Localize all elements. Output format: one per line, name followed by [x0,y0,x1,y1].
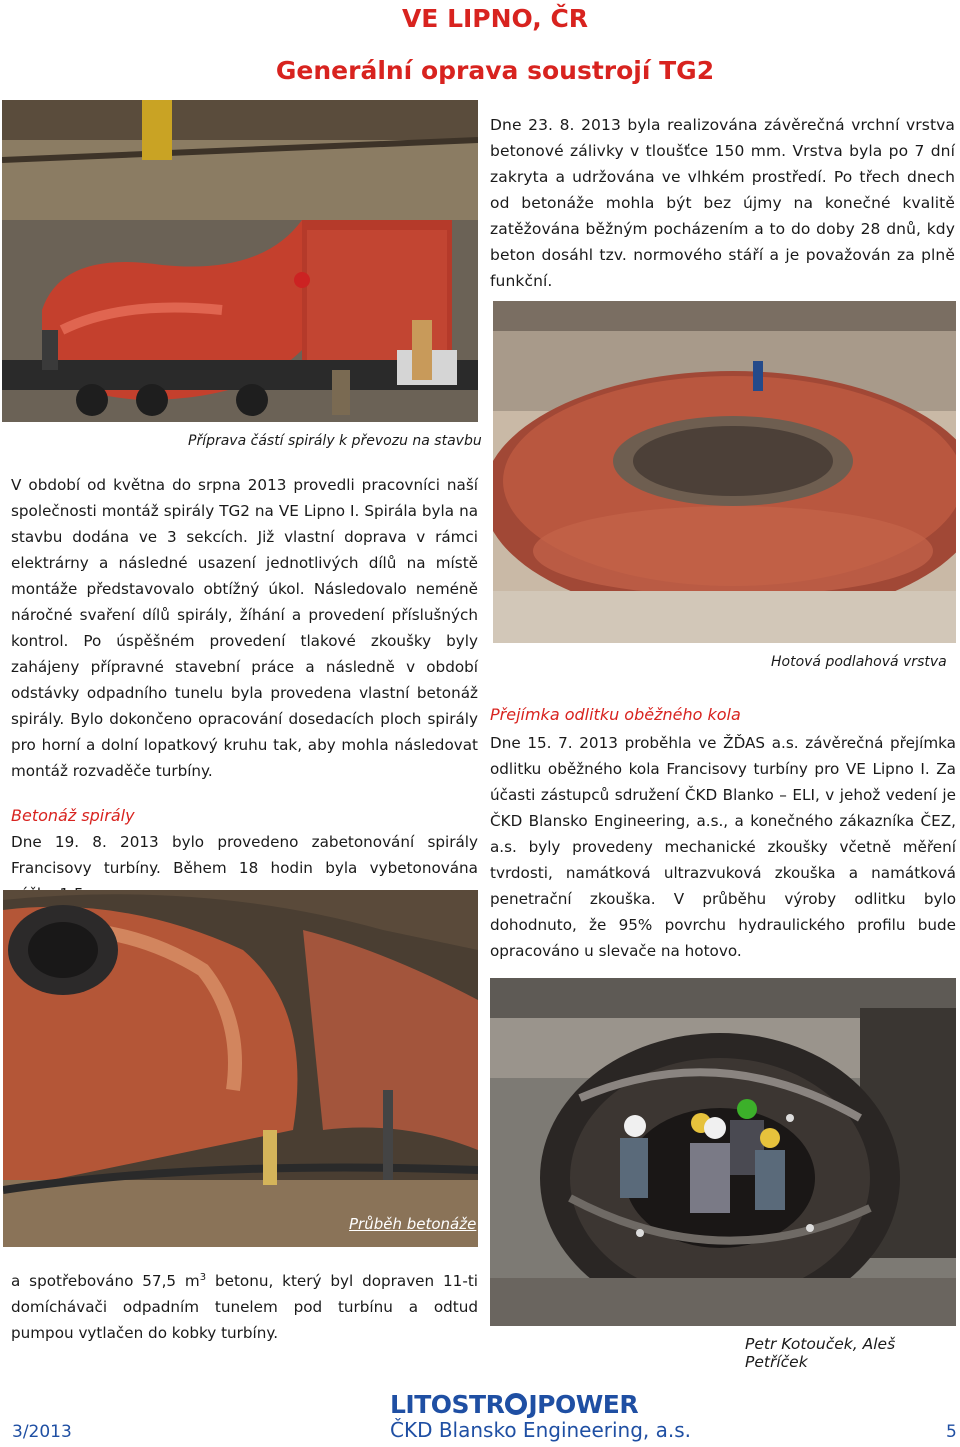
page-subtitle: Generální oprava soustrojí TG2 [275,56,715,85]
photo-floor-layer [493,301,956,643]
spiral-transport-image [2,100,478,422]
issue-number: 3/2013 [12,1422,72,1442]
text-concrete-continued-sup: 3 [199,1272,207,1283]
text-runner-acceptance: Dne 15. 7. 2013 proběhla ve ŽĎAS a.s. závěrečná přejímka odlitku oběžného kola Francisovy turbíny pro VE Lipno I. Za účasti zástupců sdružení ČKD Blanko – ELI, v jehož vedení je ČKD Blansko Engineering, a.s., a konečného zákazníka ČEZ, a.s. byly provedeny mechanické zkoušky včetně měření tvrdosti, namátková ultrazvuková zkouška a namátková penetrační zkouška. V průběhu výroby odlitku bylo dohodnuto, že 95% povrchu hydraulického profilu bude opracováno u slevače na hotovo. [490,734,956,960]
text-spiral-intro: V období od května do srpna 2013 provedli pracovníci naší společnosti montáž spirály TG2 na VE Lipno I. Spirála byla na stavbu dodána ve 3 sekcích. Již vlastní doprava v rámci elektrárny a následné usazení jednotlivých dílů na místě montáže představovalo obtížný úkol. Následovalo neméně náročné svaření dílů spirály, žíhání a provedení příslušných kontrol. Po úspěšném provedení tlakové zkoušky byly zahájeny přípravné stavební práce a následně v období odstávky odpadního tunelu byla provedena vlastní betonáž spirály. Bylo dokončeno opracování dosedacích ploch spirály pro horní a dolní lopatkový kruhu tak, aby mohla následovat montáž rozvaděče turbíny. [11,476,478,780]
photo-spiral-transport [2,100,478,422]
caption-floor-layer: Hotová podlahová vrstva [771,654,947,670]
runner-image [490,978,956,1326]
litostroj-power-logo [390,1390,640,1418]
page-title: VE LIPNO, ČR [401,4,589,33]
logo-text-b: JPOWER [528,1390,639,1419]
text-concrete-continued [11,1265,478,1346]
text-concrete-continued-b: betonu, který byl dopraven 11-ti domíchávači odpadním tunelem pod turbínu a odtud pumpou vytlačen do kobky turbíny. [11,1272,478,1343]
authors: Petr Kotouček, Aleš Petříček [745,1335,896,1371]
page-number: 5 [946,1422,957,1442]
heading-concrete: Betonáž spirály [11,806,135,825]
ckd-blansko-logo-text: ČKD Blansko Engineering, a.s. [390,1418,692,1442]
caption-concreting: Průběh betonáže [349,1215,477,1233]
photo-concreting [3,890,478,1247]
text-concrete-continued-a: a spotřebováno 57,5 m [11,1272,200,1291]
text-concrete: Dne 19. 8. 2013 bylo provedeno zabetonování spirály Francisovy turbíny. Během 18 hodin byla vybetonována [11,833,478,877]
text-concrete-finish: Dne 23. 8. 2013 byla realizována závěrečná vrchní vrstva betonové zálivky v tloušťce 150 mm. Vrstva byla po 7 dní zakryta a udržována ve vlhkém prostředí. Po třech dnech od betonáže mohla být bez újmy na konečné kvalitě zatěžována běžným pocházením a to do doby 28 dnů, kdy beton dosáhl tzv. normového stáří a je považován za plně funkční. [490,116,955,290]
concreting-image [3,890,478,1247]
logo-text-a: LITOSTR [390,1390,505,1419]
caption-spiral-transport: Příprava částí spirály k převozu na stavbu [188,433,482,449]
photo-runner [490,978,956,1326]
logo-gear-icon [505,1393,527,1415]
heading-runner-acceptance: Přejímka odlitku oběžného kola [490,705,741,724]
floor-layer-image [493,301,956,643]
